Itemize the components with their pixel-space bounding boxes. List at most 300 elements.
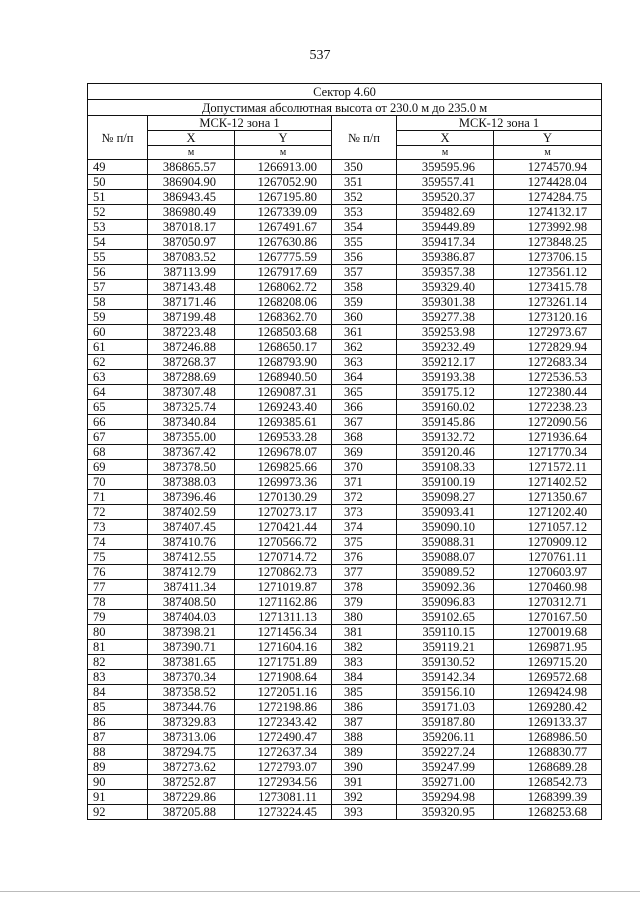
- y-value-left: 1271162.86: [235, 595, 332, 610]
- x-value-left: 387205.88: [148, 805, 235, 820]
- y-value-left: 1270566.72: [235, 535, 332, 550]
- x-value-right: 359520.37: [397, 190, 494, 205]
- point-number-left: 64: [88, 385, 148, 400]
- y-value-right: 1269280.42: [494, 700, 602, 715]
- y-value-right: 1270312.71: [494, 595, 602, 610]
- page-bottom-edge: [0, 891, 640, 892]
- y-value-left: 1272051.16: [235, 685, 332, 700]
- y-value-left: 1271019.87: [235, 580, 332, 595]
- point-number-right: 367: [332, 415, 397, 430]
- x-value-left: 387390.71: [148, 640, 235, 655]
- point-number-right: 383: [332, 655, 397, 670]
- x-value-left: 387268.37: [148, 355, 235, 370]
- table-row: [88, 220, 602, 235]
- y-value-right: 1272090.56: [494, 415, 602, 430]
- y-value-left: 1268362.70: [235, 310, 332, 325]
- point-number-left: 77: [88, 580, 148, 595]
- table-row: [88, 415, 602, 430]
- point-number-left: 65: [88, 400, 148, 415]
- table-row: [88, 490, 602, 505]
- y-value-right: 1274132.17: [494, 205, 602, 220]
- y-value-right: 1268689.28: [494, 760, 602, 775]
- x-value-left: 387367.42: [148, 445, 235, 460]
- y-value-right: 1273706.15: [494, 250, 602, 265]
- x-value-left: 386943.45: [148, 190, 235, 205]
- y-value-left: 1267917.69: [235, 265, 332, 280]
- table-row: [88, 460, 602, 475]
- point-number-left: 54: [88, 235, 148, 250]
- y-value-left: 1272793.07: [235, 760, 332, 775]
- x-value-right: 359175.12: [397, 385, 494, 400]
- point-number-right: 356: [332, 250, 397, 265]
- point-number-right: 354: [332, 220, 397, 235]
- point-number-left: 88: [88, 745, 148, 760]
- x-value-left: 387370.34: [148, 670, 235, 685]
- table-row: [88, 520, 602, 535]
- y-value-left: 1272637.34: [235, 745, 332, 760]
- y-value-right: 1274570.94: [494, 160, 602, 175]
- y-value-right: 1270909.12: [494, 535, 602, 550]
- table-header: [88, 84, 602, 160]
- point-number-right: 360: [332, 310, 397, 325]
- y-value-right: 1272683.34: [494, 355, 602, 370]
- y-value-right: 1270460.98: [494, 580, 602, 595]
- y-value-right: 1274284.75: [494, 190, 602, 205]
- y-value-right: 1272829.94: [494, 340, 602, 355]
- point-number-right: 387: [332, 715, 397, 730]
- x-value-right: 359187.80: [397, 715, 494, 730]
- point-number-right: 374: [332, 520, 397, 535]
- y-value-right: 1270761.11: [494, 550, 602, 565]
- x-value-left: 387018.17: [148, 220, 235, 235]
- point-number-right: 357: [332, 265, 397, 280]
- point-number-left: 91: [88, 790, 148, 805]
- point-number-right: 377: [332, 565, 397, 580]
- x-value-left: 387340.84: [148, 415, 235, 430]
- point-number-left: 59: [88, 310, 148, 325]
- x-value-right: 359329.40: [397, 280, 494, 295]
- y-value-left: 1270714.72: [235, 550, 332, 565]
- point-number-right: 388: [332, 730, 397, 745]
- y-value-right: 1268253.68: [494, 805, 602, 820]
- table-row: [88, 340, 602, 355]
- table-row: [88, 400, 602, 415]
- y-value-left: 1268793.90: [235, 355, 332, 370]
- x-value-left: 386904.90: [148, 175, 235, 190]
- x-value-right: 359253.98: [397, 325, 494, 340]
- y-value-right: 1270167.50: [494, 610, 602, 625]
- y-value-left: 1269385.61: [235, 415, 332, 430]
- point-number-right: 378: [332, 580, 397, 595]
- table-row: [88, 235, 602, 250]
- point-number-left: 60: [88, 325, 148, 340]
- table-row: [88, 265, 602, 280]
- y-value-right: 1270603.97: [494, 565, 602, 580]
- point-number-right: 385: [332, 685, 397, 700]
- table-row: [88, 760, 602, 775]
- table-row: [88, 715, 602, 730]
- point-number-left: 55: [88, 250, 148, 265]
- x-value-left: 387398.21: [148, 625, 235, 640]
- y-value-left: 1269087.31: [235, 385, 332, 400]
- table-row: [88, 685, 602, 700]
- point-number-right: 351: [332, 175, 397, 190]
- x-value-left: 387378.50: [148, 460, 235, 475]
- point-number-left: 80: [88, 625, 148, 640]
- point-number-right: 380: [332, 610, 397, 625]
- x-value-left: 387388.03: [148, 475, 235, 490]
- y-value-left: 1268940.50: [235, 370, 332, 385]
- y-value-right: 1271202.40: [494, 505, 602, 520]
- table-body: [88, 160, 602, 820]
- x-value-left: 387113.99: [148, 265, 235, 280]
- point-number-left: 53: [88, 220, 148, 235]
- y-value-left: 1269533.28: [235, 430, 332, 445]
- x-value-right: 359092.36: [397, 580, 494, 595]
- table-row: [88, 370, 602, 385]
- point-number-left: 86: [88, 715, 148, 730]
- x-value-left: 386865.57: [148, 160, 235, 175]
- x-value-left: 387411.34: [148, 580, 235, 595]
- x-value-left: 387381.65: [148, 655, 235, 670]
- y-value-right: 1271572.11: [494, 460, 602, 475]
- point-number-right: 373: [332, 505, 397, 520]
- y-value-right: 1272238.23: [494, 400, 602, 415]
- point-number-right: 358: [332, 280, 397, 295]
- y-value-right: 1271350.67: [494, 490, 602, 505]
- x-value-left: 387229.86: [148, 790, 235, 805]
- column-header-number-left: № п/п: [88, 116, 148, 160]
- point-number-left: 89: [88, 760, 148, 775]
- y-value-left: 1270273.17: [235, 505, 332, 520]
- point-number-left: 75: [88, 550, 148, 565]
- y-value-left: 1271908.64: [235, 670, 332, 685]
- x-value-left: 387325.74: [148, 400, 235, 415]
- y-value-right: 1272973.67: [494, 325, 602, 340]
- unit-y-left: м: [235, 146, 332, 160]
- point-number-right: 391: [332, 775, 397, 790]
- y-value-right: 1269715.20: [494, 655, 602, 670]
- table-row: [88, 250, 602, 265]
- table-row: [88, 280, 602, 295]
- point-number-left: 71: [88, 490, 148, 505]
- point-number-right: 386: [332, 700, 397, 715]
- x-value-right: 359171.03: [397, 700, 494, 715]
- y-value-right: 1270019.68: [494, 625, 602, 640]
- point-number-left: 87: [88, 730, 148, 745]
- x-value-right: 359206.11: [397, 730, 494, 745]
- x-value-right: 359096.83: [397, 595, 494, 610]
- x-value-right: 359100.19: [397, 475, 494, 490]
- x-value-right: 359088.31: [397, 535, 494, 550]
- point-number-left: 66: [88, 415, 148, 430]
- point-number-left: 49: [88, 160, 148, 175]
- table-row: [88, 775, 602, 790]
- point-number-left: 69: [88, 460, 148, 475]
- point-number-left: 81: [88, 640, 148, 655]
- x-value-right: 359247.99: [397, 760, 494, 775]
- x-value-left: 387358.52: [148, 685, 235, 700]
- x-value-right: 359120.46: [397, 445, 494, 460]
- x-value-right: 359212.17: [397, 355, 494, 370]
- table-row: [88, 655, 602, 670]
- table-row: [88, 430, 602, 445]
- x-value-left: 387313.06: [148, 730, 235, 745]
- point-number-right: 366: [332, 400, 397, 415]
- y-value-right: 1273561.12: [494, 265, 602, 280]
- y-value-left: 1270130.29: [235, 490, 332, 505]
- y-value-left: 1270421.44: [235, 520, 332, 535]
- column-header-number-right: № п/п: [332, 116, 397, 160]
- x-value-left: 387329.83: [148, 715, 235, 730]
- unit-x-right: м: [397, 146, 494, 160]
- table-row: [88, 805, 602, 820]
- y-value-right: 1273992.98: [494, 220, 602, 235]
- table-row: [88, 640, 602, 655]
- x-value-right: 359108.33: [397, 460, 494, 475]
- table-row: [88, 475, 602, 490]
- y-value-right: 1273120.16: [494, 310, 602, 325]
- point-number-left: 85: [88, 700, 148, 715]
- point-number-left: 61: [88, 340, 148, 355]
- point-number-left: 63: [88, 370, 148, 385]
- x-value-right: 359090.10: [397, 520, 494, 535]
- point-number-right: 362: [332, 340, 397, 355]
- table-row: [88, 310, 602, 325]
- table-row: [88, 670, 602, 685]
- x-value-left: 387288.69: [148, 370, 235, 385]
- point-number-left: 92: [88, 805, 148, 820]
- point-number-right: 363: [332, 355, 397, 370]
- y-value-left: 1267491.67: [235, 220, 332, 235]
- y-value-left: 1267775.59: [235, 250, 332, 265]
- point-number-left: 67: [88, 430, 148, 445]
- x-value-right: 359417.34: [397, 235, 494, 250]
- x-value-left: 387396.46: [148, 490, 235, 505]
- x-value-right: 359357.38: [397, 265, 494, 280]
- y-value-right: 1269133.37: [494, 715, 602, 730]
- x-value-right: 359227.24: [397, 745, 494, 760]
- column-header-y-left: Y: [235, 131, 332, 146]
- x-value-left: 387171.46: [148, 295, 235, 310]
- column-header-x-right: X: [397, 131, 494, 146]
- x-value-left: 387355.00: [148, 430, 235, 445]
- y-value-left: 1272198.86: [235, 700, 332, 715]
- y-value-right: 1272536.53: [494, 370, 602, 385]
- x-value-right: 359557.41: [397, 175, 494, 190]
- point-number-right: 392: [332, 790, 397, 805]
- y-value-right: 1269572.68: [494, 670, 602, 685]
- y-value-left: 1271311.13: [235, 610, 332, 625]
- table-row: [88, 505, 602, 520]
- table-row: [88, 445, 602, 460]
- y-value-left: 1267339.09: [235, 205, 332, 220]
- y-value-left: 1267052.90: [235, 175, 332, 190]
- y-value-left: 1268208.06: [235, 295, 332, 310]
- point-number-right: 371: [332, 475, 397, 490]
- x-value-left: 387410.76: [148, 535, 235, 550]
- table-row: [88, 355, 602, 370]
- table-row: [88, 325, 602, 340]
- x-value-left: 387199.48: [148, 310, 235, 325]
- x-value-left: 387143.48: [148, 280, 235, 295]
- y-value-right: 1268542.73: [494, 775, 602, 790]
- point-number-right: 379: [332, 595, 397, 610]
- y-value-left: 1273224.45: [235, 805, 332, 820]
- x-value-right: 359160.02: [397, 400, 494, 415]
- height-range: Допустимая абсолютная высота от 230.0 м до 235.0 м: [88, 100, 602, 116]
- y-value-right: 1269871.95: [494, 640, 602, 655]
- table-row: [88, 175, 602, 190]
- point-number-left: 79: [88, 610, 148, 625]
- x-value-right: 359482.69: [397, 205, 494, 220]
- point-number-right: 375: [332, 535, 397, 550]
- point-number-left: 62: [88, 355, 148, 370]
- y-value-right: 1268986.50: [494, 730, 602, 745]
- y-value-left: 1269678.07: [235, 445, 332, 460]
- point-number-left: 74: [88, 535, 148, 550]
- x-value-right: 359156.10: [397, 685, 494, 700]
- y-value-right: 1274428.04: [494, 175, 602, 190]
- point-number-right: 355: [332, 235, 397, 250]
- point-number-left: 52: [88, 205, 148, 220]
- x-value-left: 386980.49: [148, 205, 235, 220]
- x-value-right: 359301.38: [397, 295, 494, 310]
- table-row: [88, 580, 602, 595]
- y-value-left: 1271751.89: [235, 655, 332, 670]
- x-value-right: 359089.52: [397, 565, 494, 580]
- point-number-right: 382: [332, 640, 397, 655]
- x-value-left: 387294.75: [148, 745, 235, 760]
- y-value-right: 1269424.98: [494, 685, 602, 700]
- table-row: [88, 160, 602, 175]
- point-number-right: 369: [332, 445, 397, 460]
- x-value-right: 359193.38: [397, 370, 494, 385]
- table-row: [88, 610, 602, 625]
- coordinates-table: [87, 83, 602, 820]
- y-value-left: 1269243.40: [235, 400, 332, 415]
- x-value-left: 387404.03: [148, 610, 235, 625]
- x-value-right: 359102.65: [397, 610, 494, 625]
- x-value-right: 359130.52: [397, 655, 494, 670]
- x-value-right: 359093.41: [397, 505, 494, 520]
- x-value-right: 359142.34: [397, 670, 494, 685]
- y-value-right: 1268830.77: [494, 745, 602, 760]
- point-number-left: 56: [88, 265, 148, 280]
- y-value-left: 1267195.80: [235, 190, 332, 205]
- point-number-right: 359: [332, 295, 397, 310]
- table-row: [88, 790, 602, 805]
- y-value-left: 1268503.68: [235, 325, 332, 340]
- point-number-right: 361: [332, 325, 397, 340]
- y-value-left: 1270862.73: [235, 565, 332, 580]
- x-value-left: 387408.50: [148, 595, 235, 610]
- point-number-right: 365: [332, 385, 397, 400]
- y-value-left: 1267630.86: [235, 235, 332, 250]
- point-number-right: 353: [332, 205, 397, 220]
- point-number-right: 376: [332, 550, 397, 565]
- zone-label-left: МСК-12 зона 1: [148, 116, 332, 131]
- point-number-left: 76: [88, 565, 148, 580]
- page-number: 537: [309, 48, 331, 63]
- x-value-left: 387050.97: [148, 235, 235, 250]
- column-header-y-right: Y: [494, 131, 602, 146]
- point-number-left: 51: [88, 190, 148, 205]
- x-value-right: 359271.00: [397, 775, 494, 790]
- y-value-left: 1271456.34: [235, 625, 332, 640]
- column-header-x-left: X: [148, 131, 235, 146]
- point-number-left: 90: [88, 775, 148, 790]
- x-value-left: 387402.59: [148, 505, 235, 520]
- x-value-left: 387407.45: [148, 520, 235, 535]
- x-value-right: 359110.15: [397, 625, 494, 640]
- x-value-right: 359386.87: [397, 250, 494, 265]
- y-value-right: 1271402.52: [494, 475, 602, 490]
- point-number-left: 70: [88, 475, 148, 490]
- x-value-right: 359098.27: [397, 490, 494, 505]
- point-number-left: 84: [88, 685, 148, 700]
- y-value-right: 1268399.39: [494, 790, 602, 805]
- x-value-left: 387412.79: [148, 565, 235, 580]
- point-number-left: 58: [88, 295, 148, 310]
- table-row: [88, 700, 602, 715]
- x-value-left: 387083.52: [148, 250, 235, 265]
- y-value-right: 1271057.12: [494, 520, 602, 535]
- point-number-left: 72: [88, 505, 148, 520]
- x-value-right: 359277.38: [397, 310, 494, 325]
- y-value-left: 1269825.66: [235, 460, 332, 475]
- point-number-right: 370: [332, 460, 397, 475]
- x-value-left: 387307.48: [148, 385, 235, 400]
- table-row: [88, 565, 602, 580]
- y-value-right: 1271770.34: [494, 445, 602, 460]
- y-value-right: 1273261.14: [494, 295, 602, 310]
- x-value-right: 359320.95: [397, 805, 494, 820]
- x-value-left: 387273.62: [148, 760, 235, 775]
- point-number-left: 73: [88, 520, 148, 535]
- y-value-left: 1272490.47: [235, 730, 332, 745]
- point-number-left: 68: [88, 445, 148, 460]
- point-number-right: 372: [332, 490, 397, 505]
- table-row: [88, 190, 602, 205]
- point-number-right: 381: [332, 625, 397, 640]
- table-row: [88, 730, 602, 745]
- y-value-right: 1272380.44: [494, 385, 602, 400]
- y-value-left: 1266913.00: [235, 160, 332, 175]
- y-value-left: 1273081.11: [235, 790, 332, 805]
- x-value-left: 387344.76: [148, 700, 235, 715]
- y-value-right: 1271936.64: [494, 430, 602, 445]
- table-row: [88, 535, 602, 550]
- x-value-right: 359132.72: [397, 430, 494, 445]
- point-number-right: 368: [332, 430, 397, 445]
- table-row: [88, 625, 602, 640]
- table-row: [88, 205, 602, 220]
- point-number-right: 389: [332, 745, 397, 760]
- unit-y-right: м: [494, 146, 602, 160]
- x-value-right: 359294.98: [397, 790, 494, 805]
- y-value-left: 1272934.56: [235, 775, 332, 790]
- point-number-right: 350: [332, 160, 397, 175]
- point-number-right: 393: [332, 805, 397, 820]
- point-number-left: 78: [88, 595, 148, 610]
- y-value-right: 1273415.78: [494, 280, 602, 295]
- x-value-right: 359119.21: [397, 640, 494, 655]
- x-value-right: 359595.96: [397, 160, 494, 175]
- y-value-right: 1273848.25: [494, 235, 602, 250]
- y-value-left: 1269973.36: [235, 475, 332, 490]
- point-number-left: 57: [88, 280, 148, 295]
